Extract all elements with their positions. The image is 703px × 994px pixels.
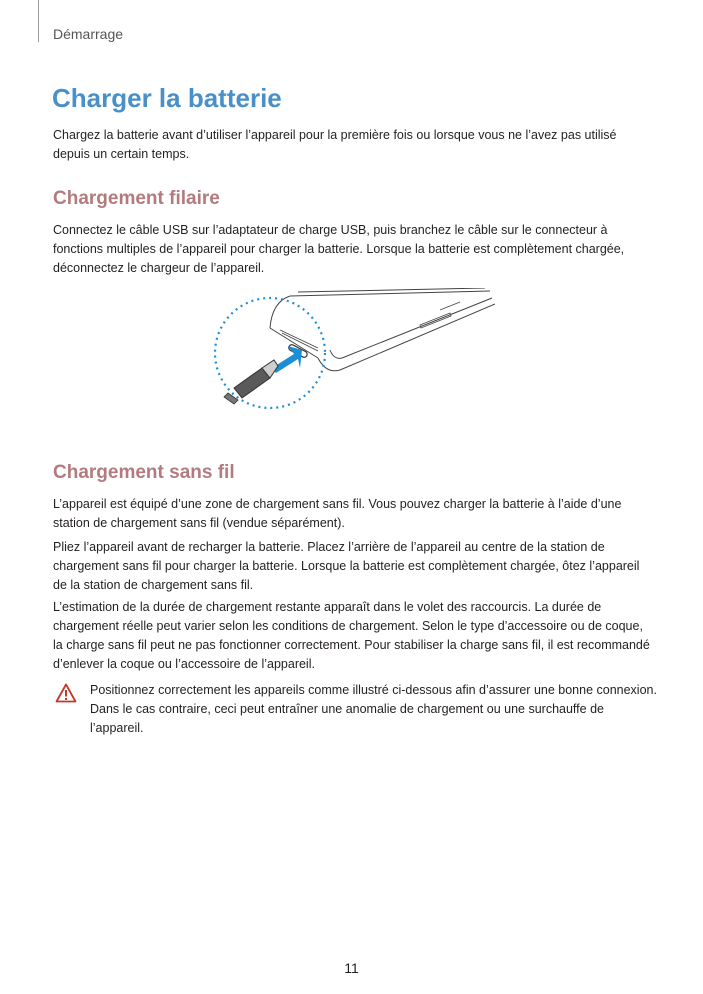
header-rule [38, 0, 39, 42]
warning-triangle-icon [55, 683, 77, 703]
usb-cable-icon [224, 360, 278, 404]
wireless-charging-heading: Chargement sans fil [53, 462, 235, 483]
zoom-circle-icon [215, 298, 325, 408]
wired-charging-heading: Chargement filaire [53, 188, 220, 209]
wired-charging-paragraph: Connectez le câble USB sur l’adaptateur de charge USB, puis branchez le câble sur le connecteur à fonctions multiples de l’appareil pour charger la batterie. Lorsque la batterie est complètement chargée, déconnectez le chargeur de l’appareil. [53, 223, 625, 275]
usb-charging-illustration [210, 288, 495, 428]
page-number: 11 [344, 960, 359, 976]
intro-paragraph: Chargez la batterie avant d’utiliser l’appareil pour la première fois ou lorsque vous ne l’avez pas utilisé depuis un certain temps. [53, 128, 617, 161]
wireless-paragraph-1: L’appareil est équipé d’une zone de chargement sans fil. Vous pouvez charger la batterie à l’aide d’une station de chargement sans fil (vendue séparément). [53, 497, 622, 530]
wireless-paragraph-2: Pliez l’appareil avant de recharger la batterie. Placez l’arrière de l’appareil au centre de la station de chargement sans fil pour charger la batterie. Lorsque la batterie est complètement chargée, ôtez l’appareil de la station de chargement sans fil. [53, 540, 640, 592]
caution-note: Positionnez correctement les appareils comme illustré ci-dessous afin d’assurer une bonne connexion. Dans le cas contraire, ceci peut entraîner une anomalie de chargement ou une surchauffe de l’appareil. [90, 683, 657, 735]
section-label: Démarrage [53, 26, 124, 42]
wireless-paragraph-3: L’estimation de la durée de chargement restante apparaît dans le volet des raccourcis. La durée de chargement réelle peut varier selon les conditions de chargement. Selon le type d’accessoire ou de coque, la charge sans fil peut ne pas fonctionner correctement. Pour stabiliser la charge sans fil, il est recommandé d’enlever la coque ou l’accessoire de l’appareil. [53, 600, 650, 671]
page-title: Charger la batterie [52, 83, 282, 113]
